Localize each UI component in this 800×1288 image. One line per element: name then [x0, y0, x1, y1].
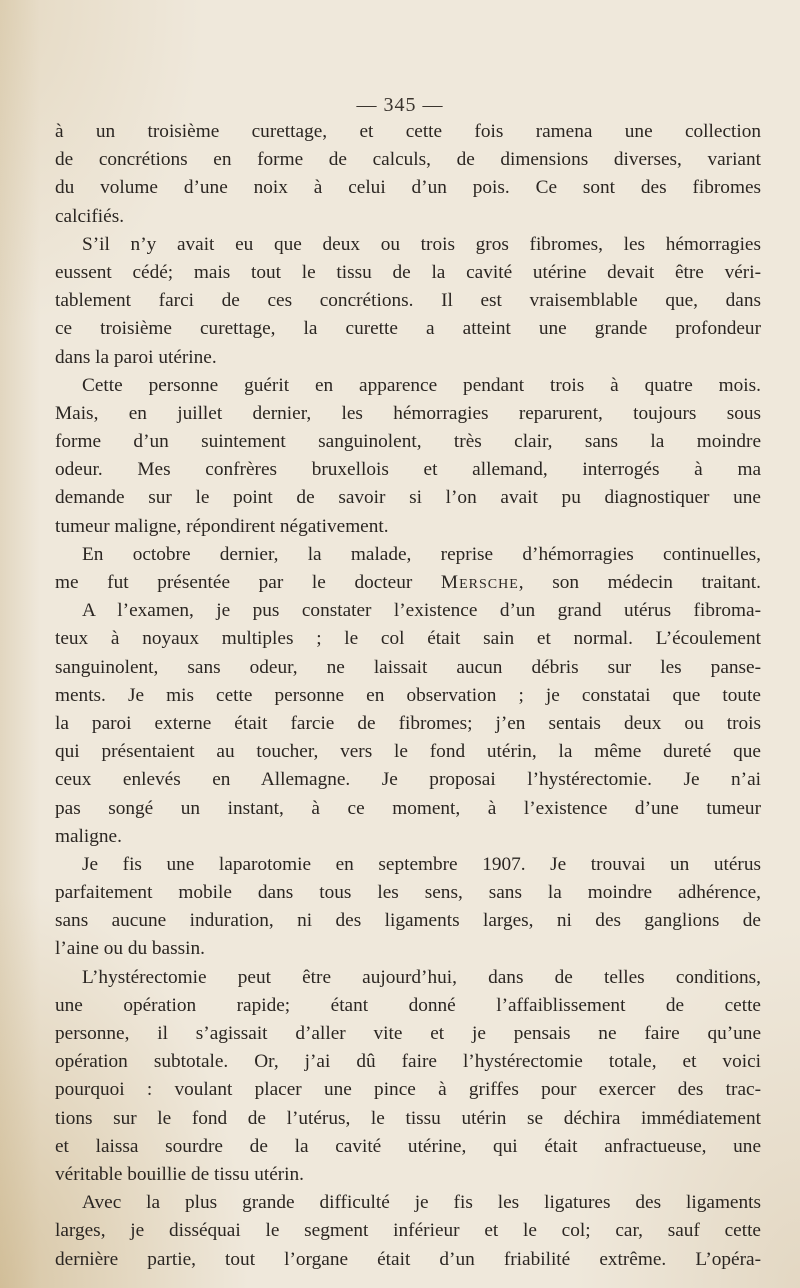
page-number: — 345 — [356, 94, 444, 116]
text-line: larges, je disséquai le segment inférieur et le col; car, sauf cette [55, 1220, 761, 1242]
text-line: eussent cédé; mais tout le tissu de la cavité utérine devait être véri- [55, 261, 761, 283]
text-line: à un troisième curettage, et cette fois ramena une collection [55, 121, 761, 142]
author-name: Mersche [440, 572, 519, 593]
text-line: odeur. Mes confrères bruxellois et allemand, interrogés à ma [55, 459, 761, 481]
text-line: forme d’un suintement sanguinolent, très clair, sans la moindre [55, 431, 761, 453]
text-segment: , son médecin traitant. [518, 572, 761, 593]
text-line: A l’examen, je pus constater l’existence d’un grand utérus fibroma- [82, 600, 761, 622]
text-line: maligne. [55, 825, 122, 847]
text-line: S’il n’y avait eu que deux ou trois gros fibromes, les hémorragies [82, 233, 761, 255]
text-line: une opération rapide; étant donné l’affaiblissement de cette [55, 994, 761, 1016]
text-line: pourquoi : voulant placer une pince à griffes pour exercer des trac- [55, 1079, 761, 1101]
text-line: l’aine ou du bassin. [55, 938, 205, 960]
body-text [55, 118, 761, 1274]
text-line: Avec la plus grande difficulté je fis les ligatures des ligaments [82, 1192, 761, 1214]
text-line: opération subtotale. Or, j’ai dû faire l’hystérectomie totale, et voici [55, 1051, 761, 1073]
text-line: tablement farci de ces concrétions. Il est vraisemblable que, dans [55, 290, 761, 312]
text-line: calcifiés. [55, 205, 125, 227]
text-line: ceux enlevés en Allemagne. Je proposai l’hystérectomie. Je n’ai [55, 769, 761, 791]
text-line: Mais, en juillet dernier, les hémorragies reparurent, toujours sous [55, 402, 761, 424]
text-line: véritable bouillie de tissu utérin. [55, 1163, 304, 1185]
text-line [55, 569, 761, 597]
text-line: tions sur le fond de l’utérus, le tissu utérin se déchira immédiatement [55, 1107, 761, 1129]
text-line: de concrétions en forme de calculs, de dimensions diverses, variant [55, 149, 761, 171]
text-line: L’hystérectomie peut être aujourd’hui, dans de telles conditions, [82, 966, 761, 988]
text-line: tumeur maligne, répondirent négativement. [55, 515, 389, 537]
text-line: la paroi externe était farcie de fibromes; j’en sentais deux ou trois [55, 712, 761, 734]
text-line: Cette personne guérit en apparence pendant trois à quatre mois. [82, 374, 761, 396]
text-line: sanguinolent, sans odeur, ne laissait aucun débris sur les panse- [55, 656, 761, 678]
text-line: Je fis une laparotomie en septembre 1907. Je trouvai un utérus [82, 853, 761, 875]
text-line: pas songé un instant, à ce moment, à l’existence d’une tumeur [55, 797, 761, 819]
text-line: ce troisième curettage, la curette a atteint une grande profondeur [55, 318, 761, 340]
text-line: En octobre dernier, la malade, reprise d’hémorragies continuelles, [82, 543, 761, 565]
text-line: dans la paroi utérine. [55, 346, 217, 368]
text-line: sans aucune induration, ni des ligaments larges, ni des ganglions de [55, 910, 761, 932]
text-segment: me fut présentée par le docteur [55, 572, 413, 593]
text-line: qui présentaient au toucher, vers le fond utérin, la même dureté que [55, 741, 761, 763]
text-line: ments. Je mis cette personne en observation ; je constatai que toute [55, 684, 761, 706]
text-line: et laissa sourdre de la cavité utérine, qui était anfractueuse, une [55, 1135, 761, 1157]
text-line: personne, il s’agissait d’aller vite et je pensais ne faire qu’une [55, 1023, 761, 1044]
text-line: teux à noyaux multiples ; le col était sain et normal. L’écoulement [55, 628, 761, 650]
text-line: demande sur le point de savoir si l’on avait pu diagnostiquer une [55, 487, 761, 509]
text-line: parfaitement mobile dans tous les sens, sans la moindre adhérence, [55, 882, 761, 904]
text-line: du volume d’une noix à celui d’un pois. Ce sont des fibromes [55, 177, 761, 199]
text-line: dernière partie, tout l’organe était d’un friabilité extrême. L’opéra- [55, 1248, 761, 1270]
